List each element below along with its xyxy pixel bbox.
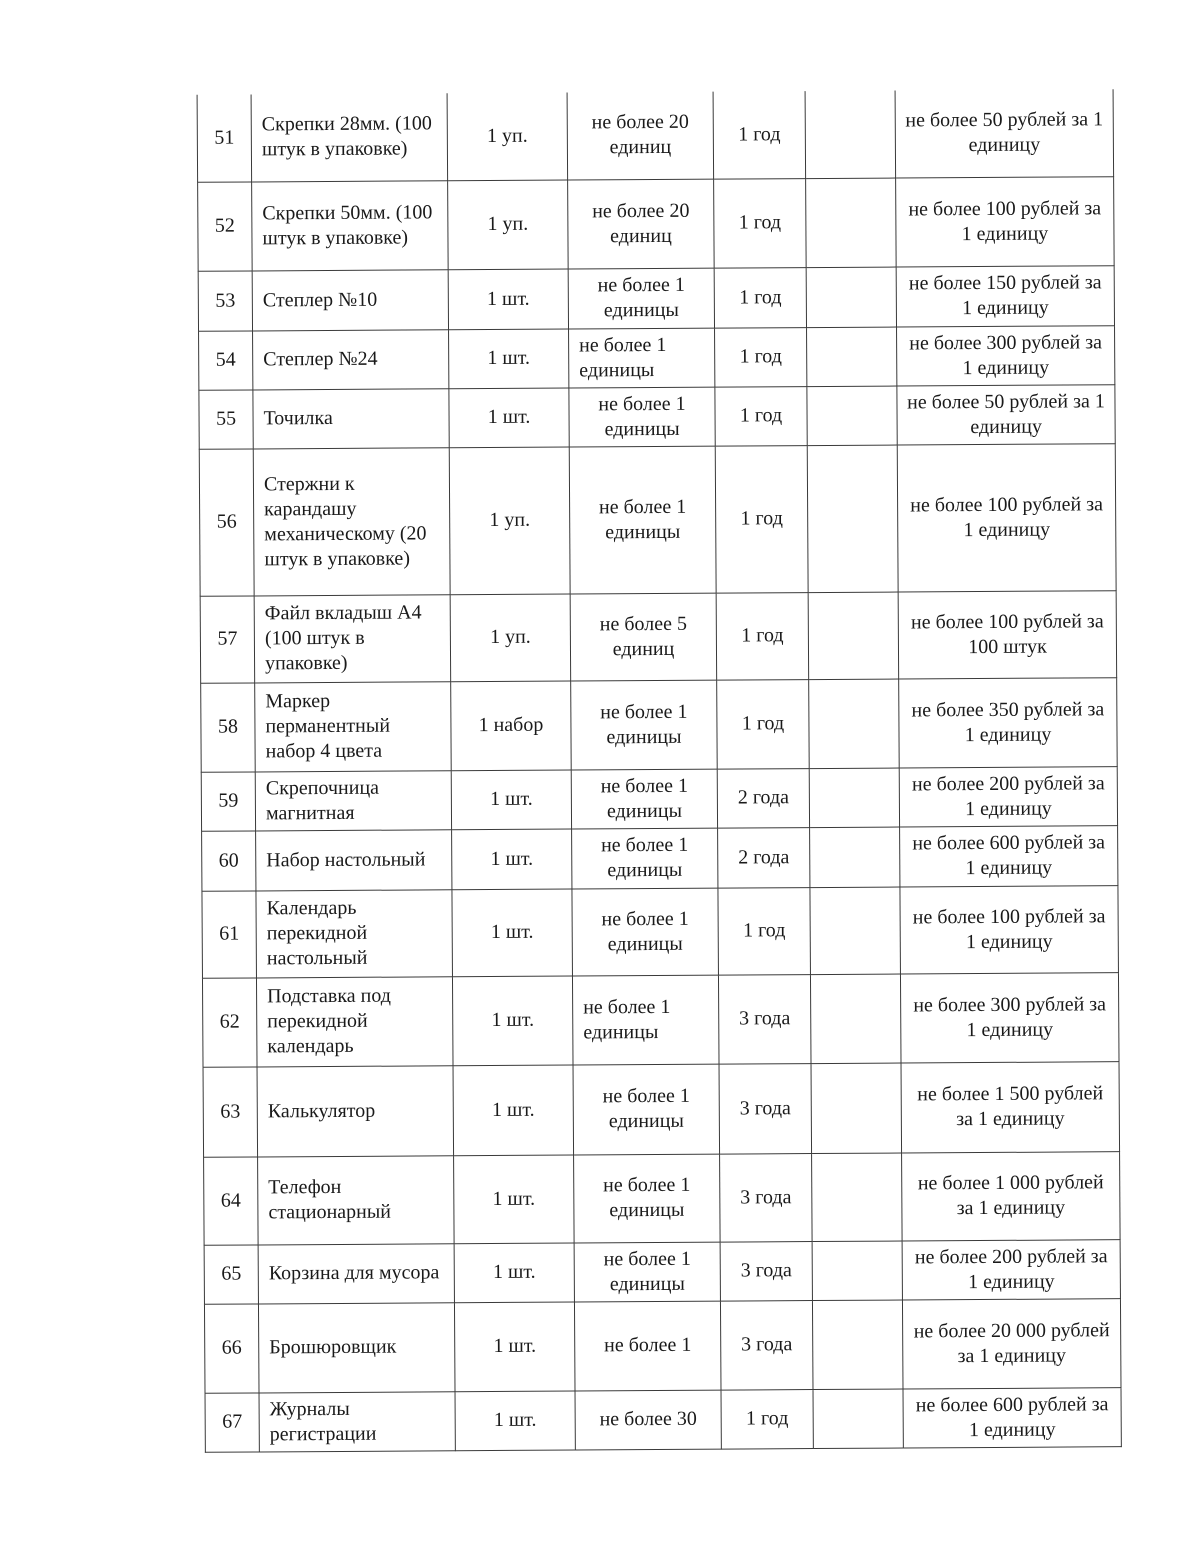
empty-cell (810, 974, 901, 1064)
row-number: 65 (204, 1244, 258, 1303)
item-name: Скрепки 50мм. (100 штук в упаковке) (252, 180, 449, 270)
item-unit: 1 шт. (455, 1391, 575, 1451)
item-quantity: не более 1 единицы (569, 387, 715, 447)
row-number: 54 (199, 330, 253, 389)
empty-cell (808, 592, 899, 680)
item-quantity: не более 1 единицы (572, 975, 719, 1065)
item-quantity: не более 1 (574, 1301, 721, 1391)
table-row (199, 325, 1115, 390)
item-name: Брошюровщик (258, 1302, 455, 1392)
item-quantity: не более 1 единицы (574, 1154, 721, 1243)
table-row (198, 176, 1115, 271)
row-number: 53 (198, 270, 252, 330)
empty-cell (807, 327, 897, 387)
item-quantity: не более 1 единицы (572, 888, 719, 976)
item-term: 2 года (718, 827, 810, 888)
item-name: Календарь перекидной настольный (256, 889, 453, 977)
row-number: 56 (199, 448, 254, 595)
empty-cell (807, 445, 898, 593)
row-number: 58 (201, 682, 256, 771)
item-term: 3 года (718, 974, 811, 1064)
item-term: 1 год (716, 592, 809, 680)
row-number: 55 (199, 389, 253, 448)
item-name: Калькулятор (257, 1065, 454, 1156)
item-name: Маркер перманентный набор 4 цвета (255, 681, 452, 771)
item-name: Скрепочница магнитная (255, 770, 451, 830)
row-number: 52 (198, 181, 253, 270)
item-term: 1 год (714, 267, 806, 328)
item-name: Телефон стационарный (258, 1155, 455, 1244)
row-number: 51 (197, 94, 252, 181)
item-term: 1 год (713, 91, 806, 179)
row-number: 60 (202, 830, 256, 890)
item-name: Подставка под перекидной календарь (256, 976, 453, 1066)
item-unit: 1 уп. (450, 594, 571, 682)
item-term: 3 года (720, 1241, 812, 1301)
item-unit: 1 шт. (452, 889, 573, 977)
empty-cell (809, 768, 899, 828)
item-term: 3 года (720, 1300, 813, 1390)
empty-cell (812, 1153, 903, 1242)
item-unit: 1 шт. (449, 329, 569, 389)
table-row (203, 1061, 1120, 1157)
item-price: не более 100 рублей за 1 единицу (896, 176, 1115, 266)
item-price: не более 100 рублей за 1 единицу (897, 443, 1116, 591)
item-price: не более 300 рублей за 1 единицу (897, 325, 1115, 385)
table-row (202, 885, 1119, 978)
item-quantity: не более 20 единиц (567, 92, 714, 180)
empty-cell (806, 267, 896, 328)
row-number: 61 (202, 890, 257, 977)
item-quantity: не более 1 единицы (573, 1064, 720, 1155)
table-row (204, 1151, 1121, 1245)
empty-cell (807, 386, 897, 446)
empty-cell (806, 178, 897, 268)
item-name: Скрепки 28мм. (100 штук в упаковке) (251, 93, 448, 181)
item-name: Набор настольный (256, 829, 452, 890)
item-term: 3 года (720, 1153, 813, 1242)
table-row (201, 677, 1118, 772)
item-price: не более 600 рублей за 1 единицу (903, 1387, 1121, 1447)
row-number: 64 (204, 1156, 259, 1244)
item-unit: 1 набор (451, 681, 572, 771)
row-number: 59 (201, 771, 255, 830)
item-name: Стержни к карандашу механическому (20 штук в упаковке) (253, 447, 450, 595)
item-quantity: не более 5 единиц (570, 593, 717, 681)
table-row (201, 766, 1117, 831)
table-row (205, 1387, 1121, 1452)
empty-cell (813, 1389, 903, 1449)
item-price: не более 1 500 рублей за 1 единицу (901, 1061, 1120, 1152)
item-name: Точилка (253, 388, 449, 448)
item-name: Файл вкладыш А4 (100 штук в упаковке) (254, 594, 451, 682)
item-term: 3 года (719, 1063, 812, 1154)
empty-cell (812, 1300, 903, 1390)
item-price: не более 20 000 рублей за 1 единицу (902, 1298, 1121, 1388)
supplies-table (197, 89, 1122, 1452)
item-price: не более 350 рублей за 1 единицу (899, 677, 1118, 767)
item-name: Степлер №24 (253, 329, 449, 389)
item-name: Степлер №10 (252, 269, 448, 330)
item-quantity: не более 1 единицы (569, 446, 716, 594)
item-price: не более 50 рублей за 1 единицу (895, 89, 1114, 177)
item-quantity: не более 1 единицы (568, 268, 714, 329)
item-quantity: не более 1 единицы (571, 769, 717, 829)
table-row (202, 825, 1118, 891)
table-row (197, 89, 1114, 182)
item-term: 1 год (717, 679, 810, 769)
item-price: не более 200 рублей за 1 единицу (899, 766, 1117, 826)
row-number: 62 (202, 977, 257, 1066)
item-price: не более 50 рублей за 1 единицу (897, 384, 1115, 444)
item-term: 1 год (715, 445, 808, 593)
item-quantity: не более 30 (575, 1390, 721, 1450)
item-term: 1 год (721, 1389, 813, 1449)
item-quantity: не более 20 единиц (568, 179, 715, 269)
row-number: 66 (204, 1303, 259, 1392)
item-unit: 1 шт. (451, 770, 571, 830)
item-unit: 1 шт. (453, 1065, 574, 1156)
item-quantity: не более 1 единицы (574, 1242, 720, 1302)
item-unit: 1 уп. (447, 93, 568, 181)
table-row (204, 1298, 1121, 1393)
item-price: не более 100 рублей за 1 единицу (900, 885, 1119, 973)
item-unit: 1 шт. (454, 1155, 575, 1244)
item-term: 2 года (717, 768, 809, 828)
table-row (198, 265, 1114, 331)
item-unit: 1 уп. (449, 447, 570, 595)
item-name: Журналы регистрации (259, 1391, 455, 1451)
item-quantity: не более 1 единицы (572, 828, 718, 889)
item-price: не более 1 000 рублей за 1 единицу (902, 1151, 1121, 1240)
item-price: не более 150 рублей за 1 единицу (896, 265, 1114, 326)
row-number: 67 (205, 1392, 259, 1451)
item-unit: 1 шт. (452, 829, 572, 890)
table-row (199, 443, 1116, 596)
item-price: не более 300 рублей за 1 единицу (900, 972, 1119, 1062)
table-row (199, 384, 1115, 449)
table-row (204, 1239, 1120, 1304)
item-term: 1 год (715, 327, 807, 387)
item-term: 1 год (715, 386, 807, 446)
item-unit: 1 шт. (452, 976, 573, 1066)
item-name: Корзина для мусора (258, 1243, 454, 1303)
empty-cell (809, 679, 900, 769)
item-price: не более 600 рублей за 1 единицу (900, 825, 1118, 886)
empty-cell (810, 887, 901, 975)
table-row (202, 972, 1119, 1067)
item-term: 1 год (714, 178, 807, 268)
item-unit: 1 шт. (454, 1302, 575, 1392)
empty-cell (805, 91, 896, 179)
item-unit: 1 шт. (449, 388, 569, 448)
item-unit: 1 шт. (448, 269, 568, 330)
item-quantity: не более 1 единицы (569, 328, 715, 388)
row-number: 63 (203, 1066, 258, 1156)
item-term: 1 год (718, 887, 811, 975)
item-quantity: не более 1 единицы (571, 680, 718, 770)
item-price: не более 100 рублей за 100 штук (898, 590, 1117, 678)
row-number: 57 (200, 595, 255, 682)
item-unit: 1 шт. (454, 1243, 574, 1303)
item-price: не более 200 рублей за 1 единицу (902, 1239, 1120, 1299)
empty-cell (810, 827, 900, 888)
empty-cell (812, 1241, 902, 1301)
table-row (200, 590, 1117, 683)
empty-cell (811, 1063, 902, 1154)
item-unit: 1 уп. (448, 180, 569, 270)
